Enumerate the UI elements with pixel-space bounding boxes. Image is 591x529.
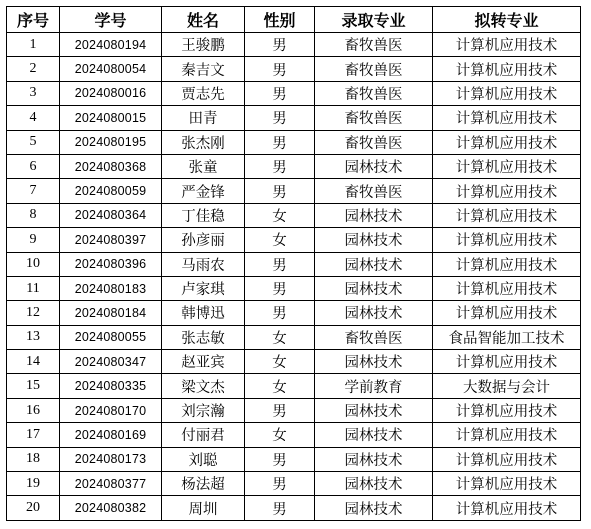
cell-admitted-major: 园林技术 bbox=[315, 472, 433, 496]
table-row bbox=[7, 398, 581, 422]
cell-index: 5 bbox=[7, 130, 60, 154]
cell-student-id: 2024080170 bbox=[60, 398, 162, 422]
cell-gender: 男 bbox=[245, 398, 315, 422]
cell-admitted-major: 畜牧兽医 bbox=[315, 179, 433, 203]
cell-gender: 男 bbox=[245, 179, 315, 203]
cell-name: 贾志先 bbox=[162, 81, 245, 105]
cell-gender: 女 bbox=[245, 374, 315, 398]
cell-index: 6 bbox=[7, 154, 60, 178]
cell-student-id: 2024080169 bbox=[60, 423, 162, 447]
cell-gender: 女 bbox=[245, 350, 315, 374]
cell-target-major: 计算机应用技术 bbox=[433, 179, 581, 203]
cell-name: 付丽君 bbox=[162, 423, 245, 447]
cell-admitted-major: 园林技术 bbox=[315, 301, 433, 325]
cell-student-id: 2024080335 bbox=[60, 374, 162, 398]
cell-name: 刘聪 bbox=[162, 447, 245, 471]
cell-admitted-major: 园林技术 bbox=[315, 154, 433, 178]
cell-name: 张童 bbox=[162, 154, 245, 178]
cell-target-major: 计算机应用技术 bbox=[433, 496, 581, 520]
cell-target-major: 计算机应用技术 bbox=[433, 81, 581, 105]
header-index: 序号 bbox=[7, 7, 60, 33]
cell-name: 韩博迅 bbox=[162, 301, 245, 325]
cell-gender: 男 bbox=[245, 447, 315, 471]
cell-gender: 男 bbox=[245, 130, 315, 154]
cell-target-major: 计算机应用技术 bbox=[433, 276, 581, 300]
table-row bbox=[7, 81, 581, 105]
table-row bbox=[7, 203, 581, 227]
cell-index: 16 bbox=[7, 398, 60, 422]
cell-admitted-major: 园林技术 bbox=[315, 276, 433, 300]
table-body bbox=[7, 33, 581, 521]
cell-admitted-major: 畜牧兽医 bbox=[315, 325, 433, 349]
cell-student-id: 2024080055 bbox=[60, 325, 162, 349]
cell-admitted-major: 学前教育 bbox=[315, 374, 433, 398]
cell-gender: 男 bbox=[245, 301, 315, 325]
cell-target-major: 计算机应用技术 bbox=[433, 57, 581, 81]
table-row bbox=[7, 496, 581, 520]
cell-student-id: 2024080184 bbox=[60, 301, 162, 325]
cell-target-major: 计算机应用技术 bbox=[433, 130, 581, 154]
cell-gender: 女 bbox=[245, 203, 315, 227]
cell-gender: 男 bbox=[245, 496, 315, 520]
cell-admitted-major: 园林技术 bbox=[315, 423, 433, 447]
header-row bbox=[7, 7, 581, 33]
cell-index: 1 bbox=[7, 33, 60, 57]
cell-target-major: 计算机应用技术 bbox=[433, 106, 581, 130]
table-row bbox=[7, 154, 581, 178]
cell-target-major: 计算机应用技术 bbox=[433, 398, 581, 422]
cell-index: 9 bbox=[7, 228, 60, 252]
cell-index: 2 bbox=[7, 57, 60, 81]
table-row bbox=[7, 276, 581, 300]
cell-student-id: 2024080397 bbox=[60, 228, 162, 252]
cell-name: 孙彦丽 bbox=[162, 228, 245, 252]
table-row bbox=[7, 252, 581, 276]
cell-student-id: 2024080195 bbox=[60, 130, 162, 154]
cell-index: 10 bbox=[7, 252, 60, 276]
cell-gender: 男 bbox=[245, 252, 315, 276]
cell-gender: 男 bbox=[245, 106, 315, 130]
cell-target-major: 计算机应用技术 bbox=[433, 154, 581, 178]
cell-index: 15 bbox=[7, 374, 60, 398]
cell-admitted-major: 园林技术 bbox=[315, 203, 433, 227]
cell-index: 14 bbox=[7, 350, 60, 374]
cell-student-id: 2024080015 bbox=[60, 106, 162, 130]
cell-admitted-major: 畜牧兽医 bbox=[315, 57, 433, 81]
cell-target-major: 计算机应用技术 bbox=[433, 301, 581, 325]
cell-admitted-major: 园林技术 bbox=[315, 496, 433, 520]
table-row bbox=[7, 374, 581, 398]
cell-target-major: 计算机应用技术 bbox=[433, 472, 581, 496]
cell-name: 丁佳稳 bbox=[162, 203, 245, 227]
cell-student-id: 2024080173 bbox=[60, 447, 162, 471]
cell-target-major: 计算机应用技术 bbox=[433, 350, 581, 374]
header-admitted-major: 录取专业 bbox=[315, 7, 433, 33]
table-row bbox=[7, 106, 581, 130]
cell-student-id: 2024080054 bbox=[60, 57, 162, 81]
cell-index: 13 bbox=[7, 325, 60, 349]
cell-student-id: 2024080368 bbox=[60, 154, 162, 178]
cell-student-id: 2024080364 bbox=[60, 203, 162, 227]
cell-admitted-major: 畜牧兽医 bbox=[315, 33, 433, 57]
cell-name: 田青 bbox=[162, 106, 245, 130]
cell-target-major: 大数据与会计 bbox=[433, 374, 581, 398]
cell-target-major: 计算机应用技术 bbox=[433, 33, 581, 57]
cell-target-major: 计算机应用技术 bbox=[433, 203, 581, 227]
cell-index: 20 bbox=[7, 496, 60, 520]
cell-name: 卢家琪 bbox=[162, 276, 245, 300]
table-row bbox=[7, 350, 581, 374]
cell-index: 19 bbox=[7, 472, 60, 496]
table-row bbox=[7, 423, 581, 447]
cell-student-id: 2024080396 bbox=[60, 252, 162, 276]
cell-target-major: 食品智能加工技术 bbox=[433, 325, 581, 349]
cell-gender: 男 bbox=[245, 81, 315, 105]
cell-student-id: 2024080382 bbox=[60, 496, 162, 520]
cell-student-id: 2024080377 bbox=[60, 472, 162, 496]
cell-student-id: 2024080059 bbox=[60, 179, 162, 203]
cell-target-major: 计算机应用技术 bbox=[433, 252, 581, 276]
cell-index: 4 bbox=[7, 106, 60, 130]
cell-name: 张志敏 bbox=[162, 325, 245, 349]
cell-name: 梁文杰 bbox=[162, 374, 245, 398]
table-row bbox=[7, 325, 581, 349]
cell-admitted-major: 畜牧兽医 bbox=[315, 130, 433, 154]
header-student-id: 学号 bbox=[60, 7, 162, 33]
cell-index: 12 bbox=[7, 301, 60, 325]
cell-gender: 男 bbox=[245, 33, 315, 57]
cell-target-major: 计算机应用技术 bbox=[433, 423, 581, 447]
cell-gender: 男 bbox=[245, 57, 315, 81]
cell-name: 周圳 bbox=[162, 496, 245, 520]
cell-admitted-major: 园林技术 bbox=[315, 350, 433, 374]
cell-student-id: 2024080183 bbox=[60, 276, 162, 300]
cell-admitted-major: 园林技术 bbox=[315, 398, 433, 422]
cell-gender: 女 bbox=[245, 228, 315, 252]
cell-target-major: 计算机应用技术 bbox=[433, 447, 581, 471]
cell-name: 刘宗瀚 bbox=[162, 398, 245, 422]
header-name: 姓名 bbox=[162, 7, 245, 33]
cell-gender: 女 bbox=[245, 423, 315, 447]
transfer-table bbox=[6, 6, 581, 521]
cell-admitted-major: 畜牧兽医 bbox=[315, 81, 433, 105]
cell-name: 赵亚宾 bbox=[162, 350, 245, 374]
cell-target-major: 计算机应用技术 bbox=[433, 228, 581, 252]
cell-name: 严金锋 bbox=[162, 179, 245, 203]
table-row bbox=[7, 130, 581, 154]
cell-student-id: 2024080347 bbox=[60, 350, 162, 374]
cell-index: 3 bbox=[7, 81, 60, 105]
cell-admitted-major: 畜牧兽医 bbox=[315, 106, 433, 130]
table-row bbox=[7, 447, 581, 471]
cell-name: 张杰刚 bbox=[162, 130, 245, 154]
header-target-major: 拟转专业 bbox=[433, 7, 581, 33]
cell-admitted-major: 园林技术 bbox=[315, 228, 433, 252]
cell-index: 17 bbox=[7, 423, 60, 447]
cell-admitted-major: 园林技术 bbox=[315, 252, 433, 276]
cell-student-id: 2024080016 bbox=[60, 81, 162, 105]
cell-name: 马雨农 bbox=[162, 252, 245, 276]
cell-index: 18 bbox=[7, 447, 60, 471]
table-row bbox=[7, 57, 581, 81]
table-row bbox=[7, 301, 581, 325]
table-row bbox=[7, 179, 581, 203]
cell-gender: 男 bbox=[245, 276, 315, 300]
cell-student-id: 2024080194 bbox=[60, 33, 162, 57]
cell-name: 杨法超 bbox=[162, 472, 245, 496]
cell-index: 11 bbox=[7, 276, 60, 300]
table-row bbox=[7, 228, 581, 252]
cell-gender: 女 bbox=[245, 325, 315, 349]
cell-gender: 男 bbox=[245, 472, 315, 496]
table-row bbox=[7, 33, 581, 57]
table-row bbox=[7, 472, 581, 496]
cell-admitted-major: 园林技术 bbox=[315, 447, 433, 471]
cell-name: 王骏鹏 bbox=[162, 33, 245, 57]
header-gender: 性别 bbox=[245, 7, 315, 33]
cell-index: 8 bbox=[7, 203, 60, 227]
cell-gender: 男 bbox=[245, 154, 315, 178]
cell-name: 秦吉文 bbox=[162, 57, 245, 81]
table-header bbox=[7, 7, 581, 33]
cell-index: 7 bbox=[7, 179, 60, 203]
